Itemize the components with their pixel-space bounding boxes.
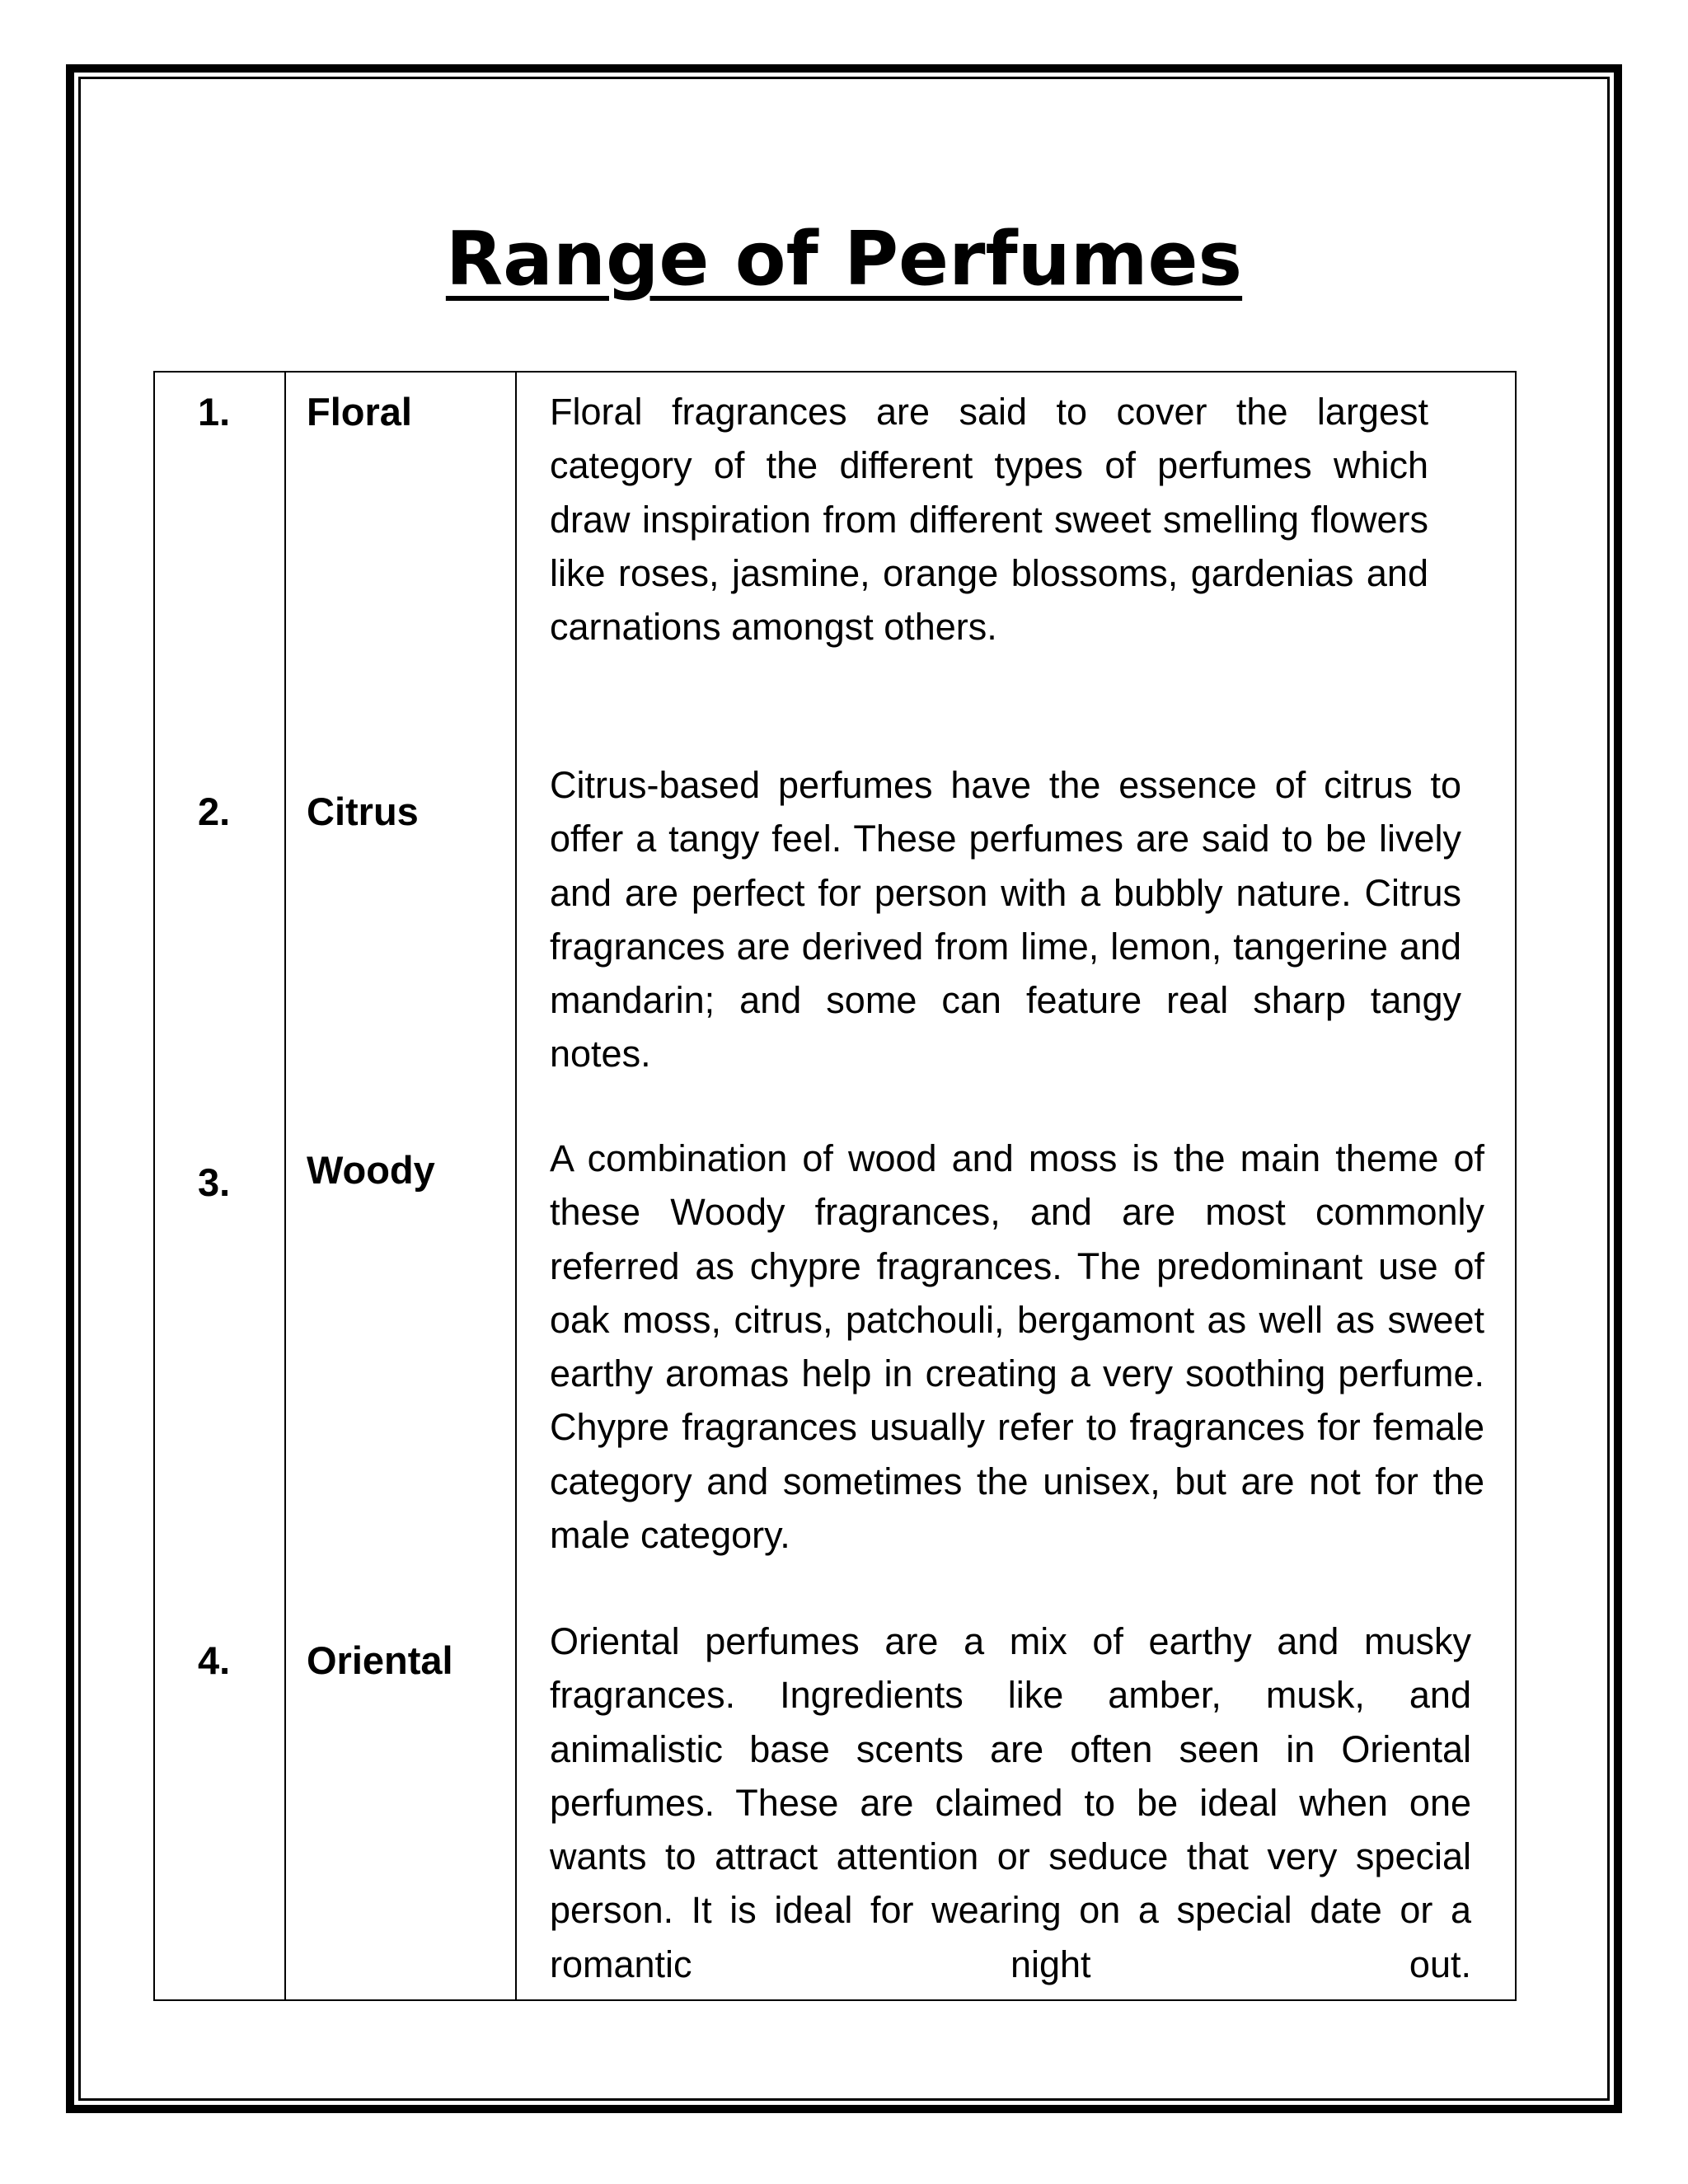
- page-title: [0, 210, 1688, 309]
- perfume-type-description: A combination of wood and moss is the main theme of these Woody fragrances, and are most commonly referred as chypre fragrances. The predominant use of oak moss, citrus, patchouli, bergamont as well as sweet earthy aromas help in creating a very soothing perfume. Chypre fragrances usually refer to fragrances for female category and sometimes the unisex, but are not for the male category.: [550, 1137, 1484, 1557]
- table-column-divider-1: [284, 371, 286, 2001]
- row-number: 3.: [198, 1160, 231, 1204]
- row-number: 2.: [198, 790, 231, 833]
- perfume-type-name: Oriental: [307, 1638, 453, 1682]
- table-column-divider-2: [515, 371, 517, 2001]
- perfume-type-description: Citrus-based perfumes have the essence of citrus to offer a tangy feel. These perfumes are said to be lively and are perfect for person with a bubbly nature. Citrus fragrances are derived from lime, lemon, tangerine and mandarin; and some can feature real sharp tangy notes.: [550, 764, 1461, 1076]
- perfume-type-name: Floral: [307, 390, 412, 434]
- perfume-type-description: Oriental perfumes are a mix of earthy and musky fragrances. Ingredients like amber, musk, and animalistic base scents are often seen in Oriental perfumes. These are claimed to be ideal when one wants to attract attention or seduce that very special person. It is ideal for wearing on a special date or a romantic night out.: [550, 1620, 1471, 1985]
- row-number: 1.: [198, 390, 231, 434]
- perfume-type-description: Floral fragrances are said to cover the largest category of the different types of perfumes which draw inspiration from different sweet smelling flowers like roses, jasmine, orange blossoms, gardenias and carnations amongst others.: [550, 391, 1428, 649]
- perfume-type-name: Woody: [307, 1148, 435, 1192]
- perfume-type-name: Citrus: [307, 790, 419, 833]
- page-title-text: Range of Perfumes: [445, 216, 1243, 302]
- row-number: 4.: [198, 1638, 231, 1682]
